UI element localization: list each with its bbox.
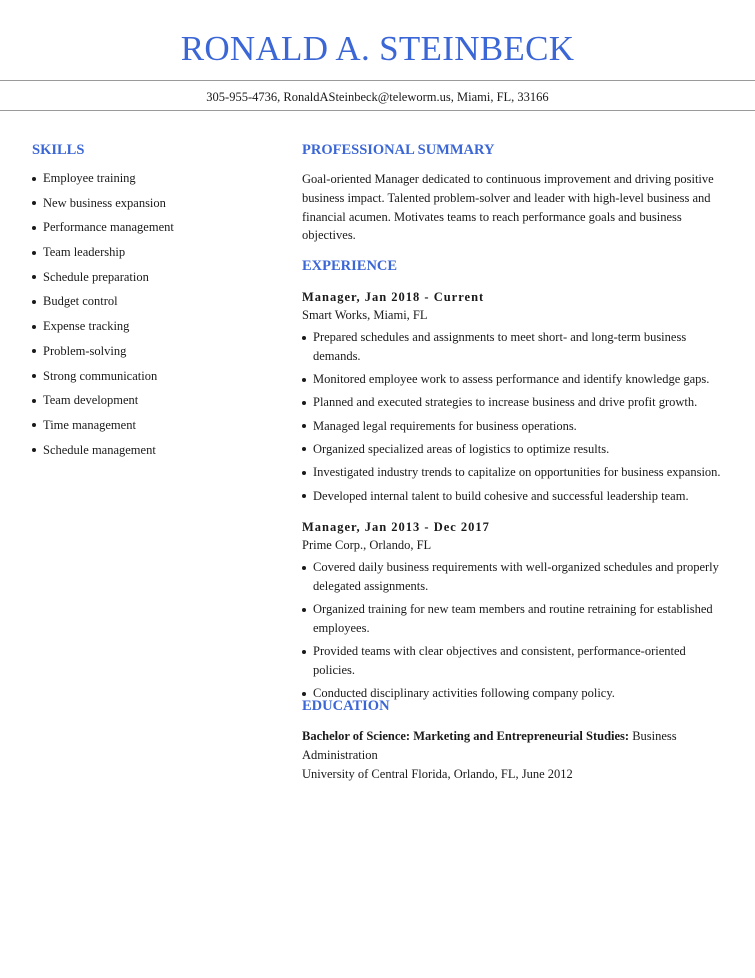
responsibility-item: Developed internal talent to build cohesive and successful leadership team. — [302, 487, 727, 506]
header-divider-bottom — [0, 110, 755, 111]
skills-heading: SKILLS — [32, 142, 85, 158]
candidate-name: RONALD A. STEINBECK — [180, 29, 575, 68]
responsibility-item: Planned and executed strategies to increase business and drive profit growth. — [302, 393, 727, 412]
skills-list — [32, 170, 174, 466]
responsibility-item: Conducted disciplinary activities following company policy. — [302, 684, 727, 703]
skill-item: Time management — [32, 417, 174, 442]
education-heading: EDUCATION — [302, 698, 390, 714]
skill-item: New business expansion — [32, 195, 174, 220]
responsibility-item: Organized specialized areas of logistics to optimize results. — [302, 440, 727, 459]
summary-heading: PROFESSIONAL SUMMARY — [302, 142, 495, 158]
job-responsibilities — [302, 558, 727, 708]
skill-item: Schedule management — [32, 442, 174, 467]
responsibility-item: Monitored employee work to assess performance and identify knowledge gaps. — [302, 370, 727, 389]
responsibility-item: Provided teams with clear objectives and consistent, performance-oriented policies. — [302, 642, 727, 680]
skill-item: Strong communication — [32, 368, 174, 393]
skill-item: Expense tracking — [32, 318, 174, 343]
education-field: Business Administration — [302, 729, 677, 762]
responsibility-item: Prepared schedules and assignments to meet short- and long-term business demands. — [302, 328, 727, 366]
skill-item: Schedule preparation — [32, 269, 174, 294]
job-responsibilities — [302, 328, 727, 510]
skill-item: Employee training — [32, 170, 174, 195]
job-title: Manager, Jan 2013 - Dec 2017 — [302, 520, 490, 534]
experience-heading: EXPERIENCE — [302, 258, 398, 274]
responsibility-item: Covered daily business requirements with well-organized schedules and properly delegated assignments. — [302, 558, 727, 596]
education-degree: Bachelor of Science: Marketing and Entrepreneurial Studies: — [302, 729, 630, 743]
job-title: Manager, Jan 2018 - Current — [302, 290, 485, 304]
skill-item: Team leadership — [32, 244, 174, 269]
education-school: University of Central Florida, Orlando, FL, June 2012 — [302, 766, 573, 781]
skill-item: Budget control — [32, 293, 174, 318]
skill-item: Team development — [32, 392, 174, 417]
job-employer: Smart Works, Miami, FL — [302, 308, 428, 322]
skill-item: Problem-solving — [32, 343, 174, 368]
education-entry — [302, 727, 722, 783]
responsibility-item: Managed legal requirements for business operations. — [302, 417, 727, 436]
responsibility-item: Organized training for new team members and routine retraining for established employees. — [302, 600, 727, 638]
header-divider-top — [0, 80, 755, 81]
contact-info: 305-955-4736, RonaldASteinbeck@teleworm.us, Miami, FL, 33166 — [206, 90, 549, 104]
responsibility-item: Investigated industry trends to capitalize on opportunities for business expansion. — [302, 463, 727, 482]
summary-text: Goal-oriented Manager dedicated to continuous improvement and driving positive business impact. Talented problem-solver and leader with high-level business and financial acumen. Motivates teams to reach performance goals and business objectives. — [302, 172, 714, 243]
skill-item: Performance management — [32, 219, 174, 244]
job-employer: Prime Corp., Orlando, FL — [302, 538, 432, 552]
